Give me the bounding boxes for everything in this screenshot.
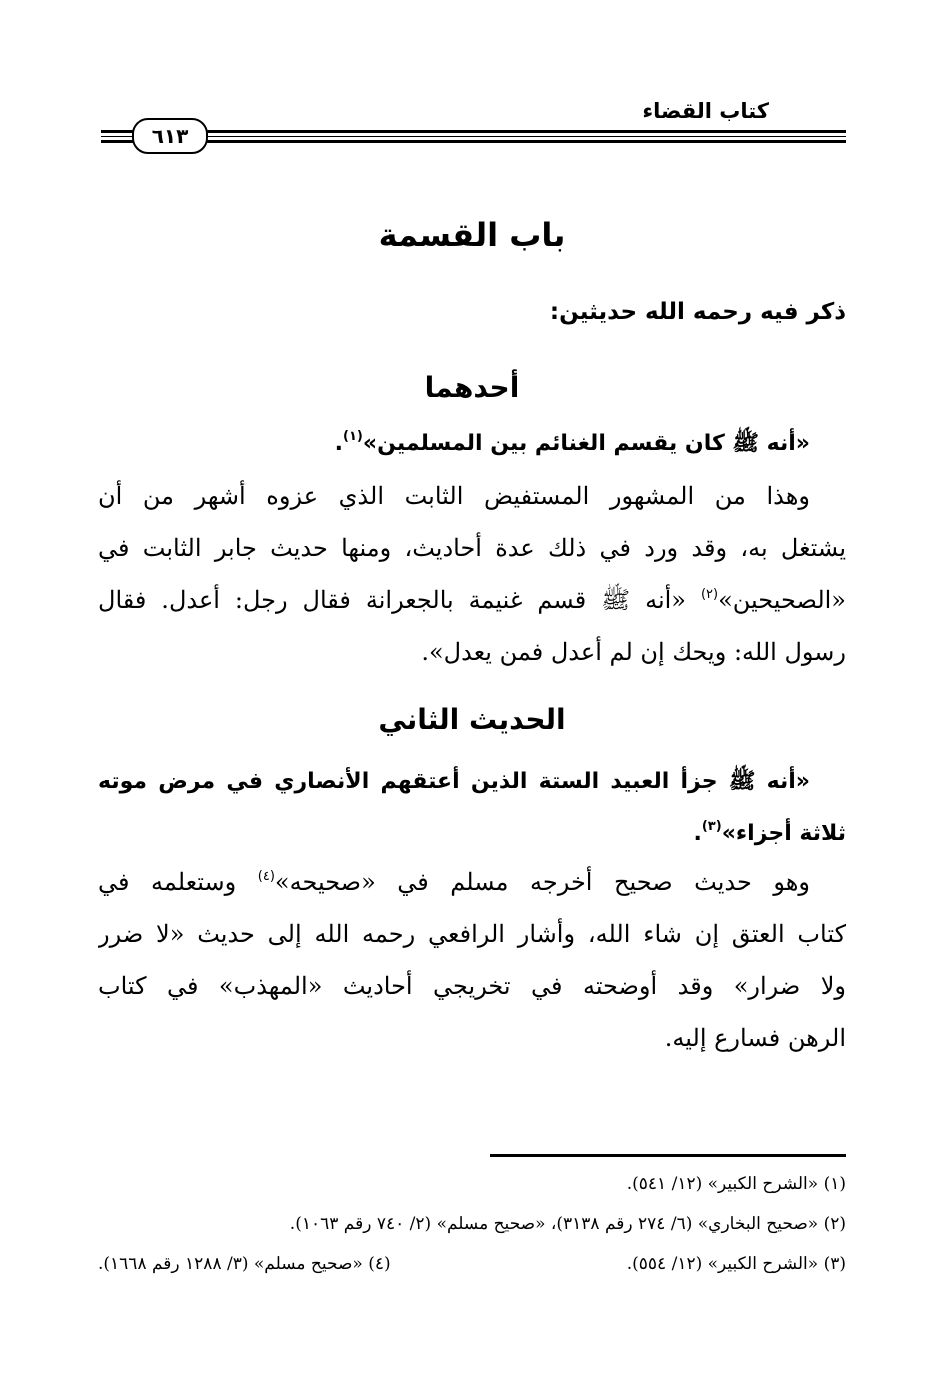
footnote-item: (٢) «صحيح البخاري» (٦/ ٢٧٤ رقم ٣١٣٨)، «صحيح مسلم» (٢/ ٧٤٠ رقم ١٠٦٣). (289, 1214, 846, 1234)
footnote-row (98, 1244, 846, 1284)
hadith-one-line (98, 418, 846, 470)
intro-text (98, 286, 846, 338)
footnote-separator (490, 1154, 846, 1157)
footnote-marker: (٢) (700, 587, 719, 602)
paragraph-line: وهذا من المشهور المستفيض الثابت الذي عزوه أشهر من أن (98, 482, 810, 510)
hadith-two-text (98, 756, 846, 860)
hadith-two-quote-end: ثلاثة أجزاء» (721, 821, 846, 846)
hadith-two-line: «أنه ﷺ جزأ العبيد الستة الذين أعتقهم الأنصاري في مرض موته (98, 769, 810, 794)
inline-reference: «الصحيحين» (718, 586, 846, 614)
hadith-one-quote: «أنه ﷺ كان يقسم الغنائم بين المسلمين» (362, 431, 810, 456)
footnote-marker: (١) (343, 429, 363, 444)
page-number: ٦١٣ (132, 118, 208, 154)
closing-period: . (693, 821, 702, 846)
header-rule (101, 136, 846, 137)
paragraph-line-text: وستعلمه في (98, 868, 237, 896)
paragraph-line: رسول الله: ويحك إن لم أعدل فمن يعدل». (421, 638, 846, 666)
paragraph-two (98, 856, 846, 1064)
chapter-title: باب القسمة (378, 216, 566, 254)
header-rule (101, 140, 846, 143)
intro-line: ذكر فيه رحمه الله حديثين: (549, 299, 846, 325)
hadith-one-text (98, 418, 846, 470)
footnote-item: (٤) «صحيح مسلم» (٣/ ١٢٨٨ رقم ١٦٦٨). (98, 1254, 391, 1274)
footnotes (98, 1164, 846, 1284)
hadith-two-line (98, 808, 846, 860)
footnote-marker: (٤) (257, 869, 275, 884)
header-rule (101, 130, 846, 133)
paragraph-line: ولا ضرار» وقد أوضحته في تخريجي أحاديث «المهذب» في كتاب (98, 972, 846, 1000)
section-heading-second: الحديث الثاني (378, 703, 566, 736)
footnote-item: (١) «الشرح الكبير» (١٢/ ٥٤١). (626, 1174, 846, 1194)
paragraph-line-text: «أنه ﷺ قسم غنيمة بالجعرانة فقال رجل: أعدل. فقال (98, 586, 686, 614)
paragraph-line (98, 574, 846, 626)
paragraph-line: يشتغل به، وقد ورد في ذلك عدة أحاديث، ومنها حديث جابر الثابت في (98, 534, 846, 562)
closing-period: . (334, 431, 344, 456)
running-title: كتاب القضاء (642, 99, 769, 123)
footnote-marker: (٣) (701, 819, 722, 834)
paragraph-line (98, 856, 846, 908)
paragraph-line: كتاب العتق إن شاء الله، وأشار الرافعي رحمه الله إلى حديث «لا ضرر (98, 920, 846, 948)
footnote-item: (٣) «الشرح الكبير» (١٢/ ٥٥٤). (626, 1254, 846, 1274)
paragraph-line: الرهن فسارع إليه. (664, 1024, 846, 1052)
paragraph-line-text: وهو حديث صحيح أخرجه مسلم في «صحيحه» (274, 868, 810, 896)
section-heading-first: أحدهما (424, 371, 520, 404)
paragraph-one (98, 470, 846, 678)
